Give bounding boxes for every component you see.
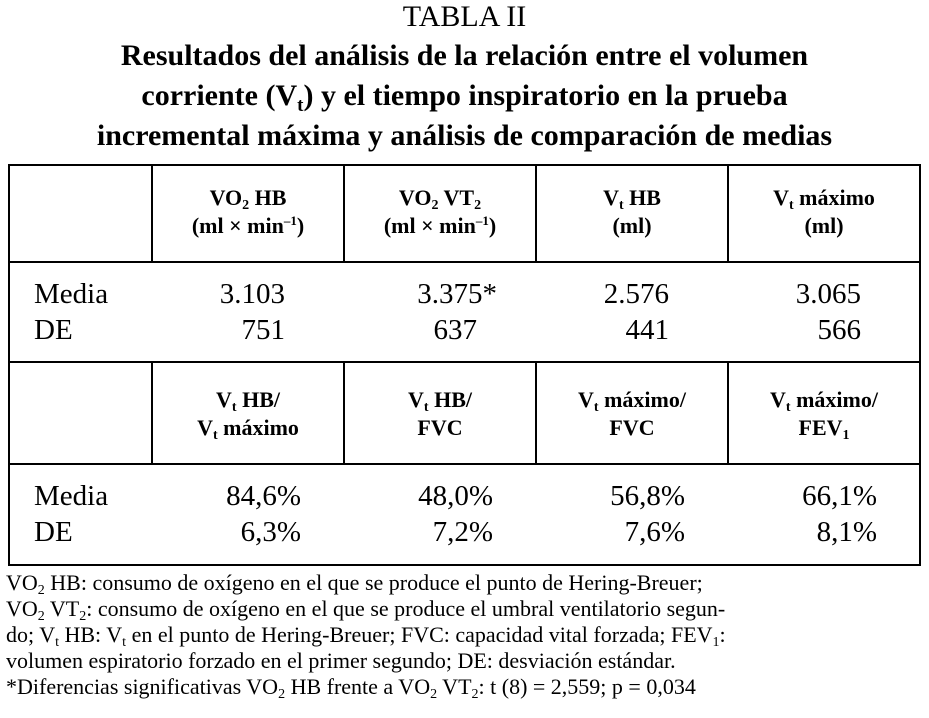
cell-de-vo2-vt2: 637 (433, 314, 477, 346)
row-label-de-2: DE (34, 516, 73, 548)
cell-media-vt-maximo: 3.065 (795, 278, 861, 310)
cell-de-vt-maximo: 566 (817, 314, 861, 346)
row-label-de-1: DE (34, 314, 73, 346)
header-vt-maximo-fvc: $V_t$ máximo/ FVC (578, 387, 686, 440)
header-vt-hb-vt-maximo: $V_t$ HB/ $V_t$ máximo (197, 387, 299, 443)
rule-header2-bottom (10, 463, 919, 465)
footnote-line-3: do; $V_t$ HB: $V_t$ en el punto de Hering-Breuer; FVC: capacidad vital forzada; $FEV_1$: (6, 622, 726, 650)
header-vo2-vt2: $VO_2$ $VT_2$ $(ml \times \min^{-1})$ (383, 185, 497, 238)
row-label-media-2: Media (34, 480, 109, 512)
table-subtitle (0, 36, 929, 156)
footnote-line-2: $VO_2$ $VT_2$: consumo de oxígeno en el que se produce el umbral ventilatorio segun- (6, 596, 726, 624)
footnote-line-4: volumen espiratorio forzado en el primer segundo; DE: desviación estándar. (6, 648, 676, 673)
footnote-line-1: $VO_2$ HB: consumo de oxígeno en el que se produce el punto de Hering-Breuer; (6, 570, 703, 598)
header-vt-hb-fvc: $V_t$ HB/ FVC (408, 387, 472, 440)
rule-header1-bottom (10, 261, 919, 263)
subtitle-line-2: corriente $(V_t)$ y el tiempo inspiratorio en la prueba (141, 79, 788, 116)
header-vt-maximo-fev1: $V_t$ máximo/ $FEV_1$ (770, 387, 878, 443)
cell-de-vt-maximo-fev1: 8,1% (816, 516, 877, 548)
cell-media-vo2-vt2: 3.375* (417, 278, 497, 310)
cell-media-vt-maximo-fvc: 56,8% (610, 480, 685, 512)
header-vt-hb: $V_t$ HB (ml) (603, 185, 661, 238)
header-vt-maximo: $V_t$ máximo (ml) (773, 185, 875, 238)
results-table (8, 164, 921, 566)
table-footnote (6, 570, 924, 700)
table-title: TABLA II (402, 0, 527, 33)
cell-media-vt-hb-vt-maximo: 84,6% (226, 480, 301, 512)
rule-section-divider (10, 361, 919, 363)
cell-media-vt-hb-fvc: 48,0% (418, 480, 493, 512)
subtitle-line-3: incremental máxima y análisis de comparación de medias (96, 119, 833, 152)
cell-de-vo2-hb: 751 (241, 314, 285, 346)
cell-de-vt-hb-fvc: 7,2% (432, 516, 493, 548)
footnote-line-5: *Diferencias significativas $VO_2$ HB frente a $VO_2$ $VT_2$: t (8) = 2,559; p = 0,034 (6, 674, 696, 702)
cell-de-vt-maximo-fvc: 7,6% (624, 516, 685, 548)
cell-media-vo2-hb: 3.103 (219, 278, 285, 310)
cell-media-vt-hb: 2.576 (603, 278, 669, 310)
cell-media-vt-maximo-fev1: 66,1% (802, 480, 877, 512)
row-label-media-1: Media (34, 278, 109, 310)
subtitle-line-1: Resultados del análisis de la relación entre el volumen (120, 39, 809, 72)
cell-de-vt-hb: 441 (625, 314, 669, 346)
header-vo2-hb: $VO_2$ HB $(ml \times \min^{-1})$ (191, 185, 305, 238)
cell-de-vt-hb-vt-maximo: 6,3% (240, 516, 301, 548)
